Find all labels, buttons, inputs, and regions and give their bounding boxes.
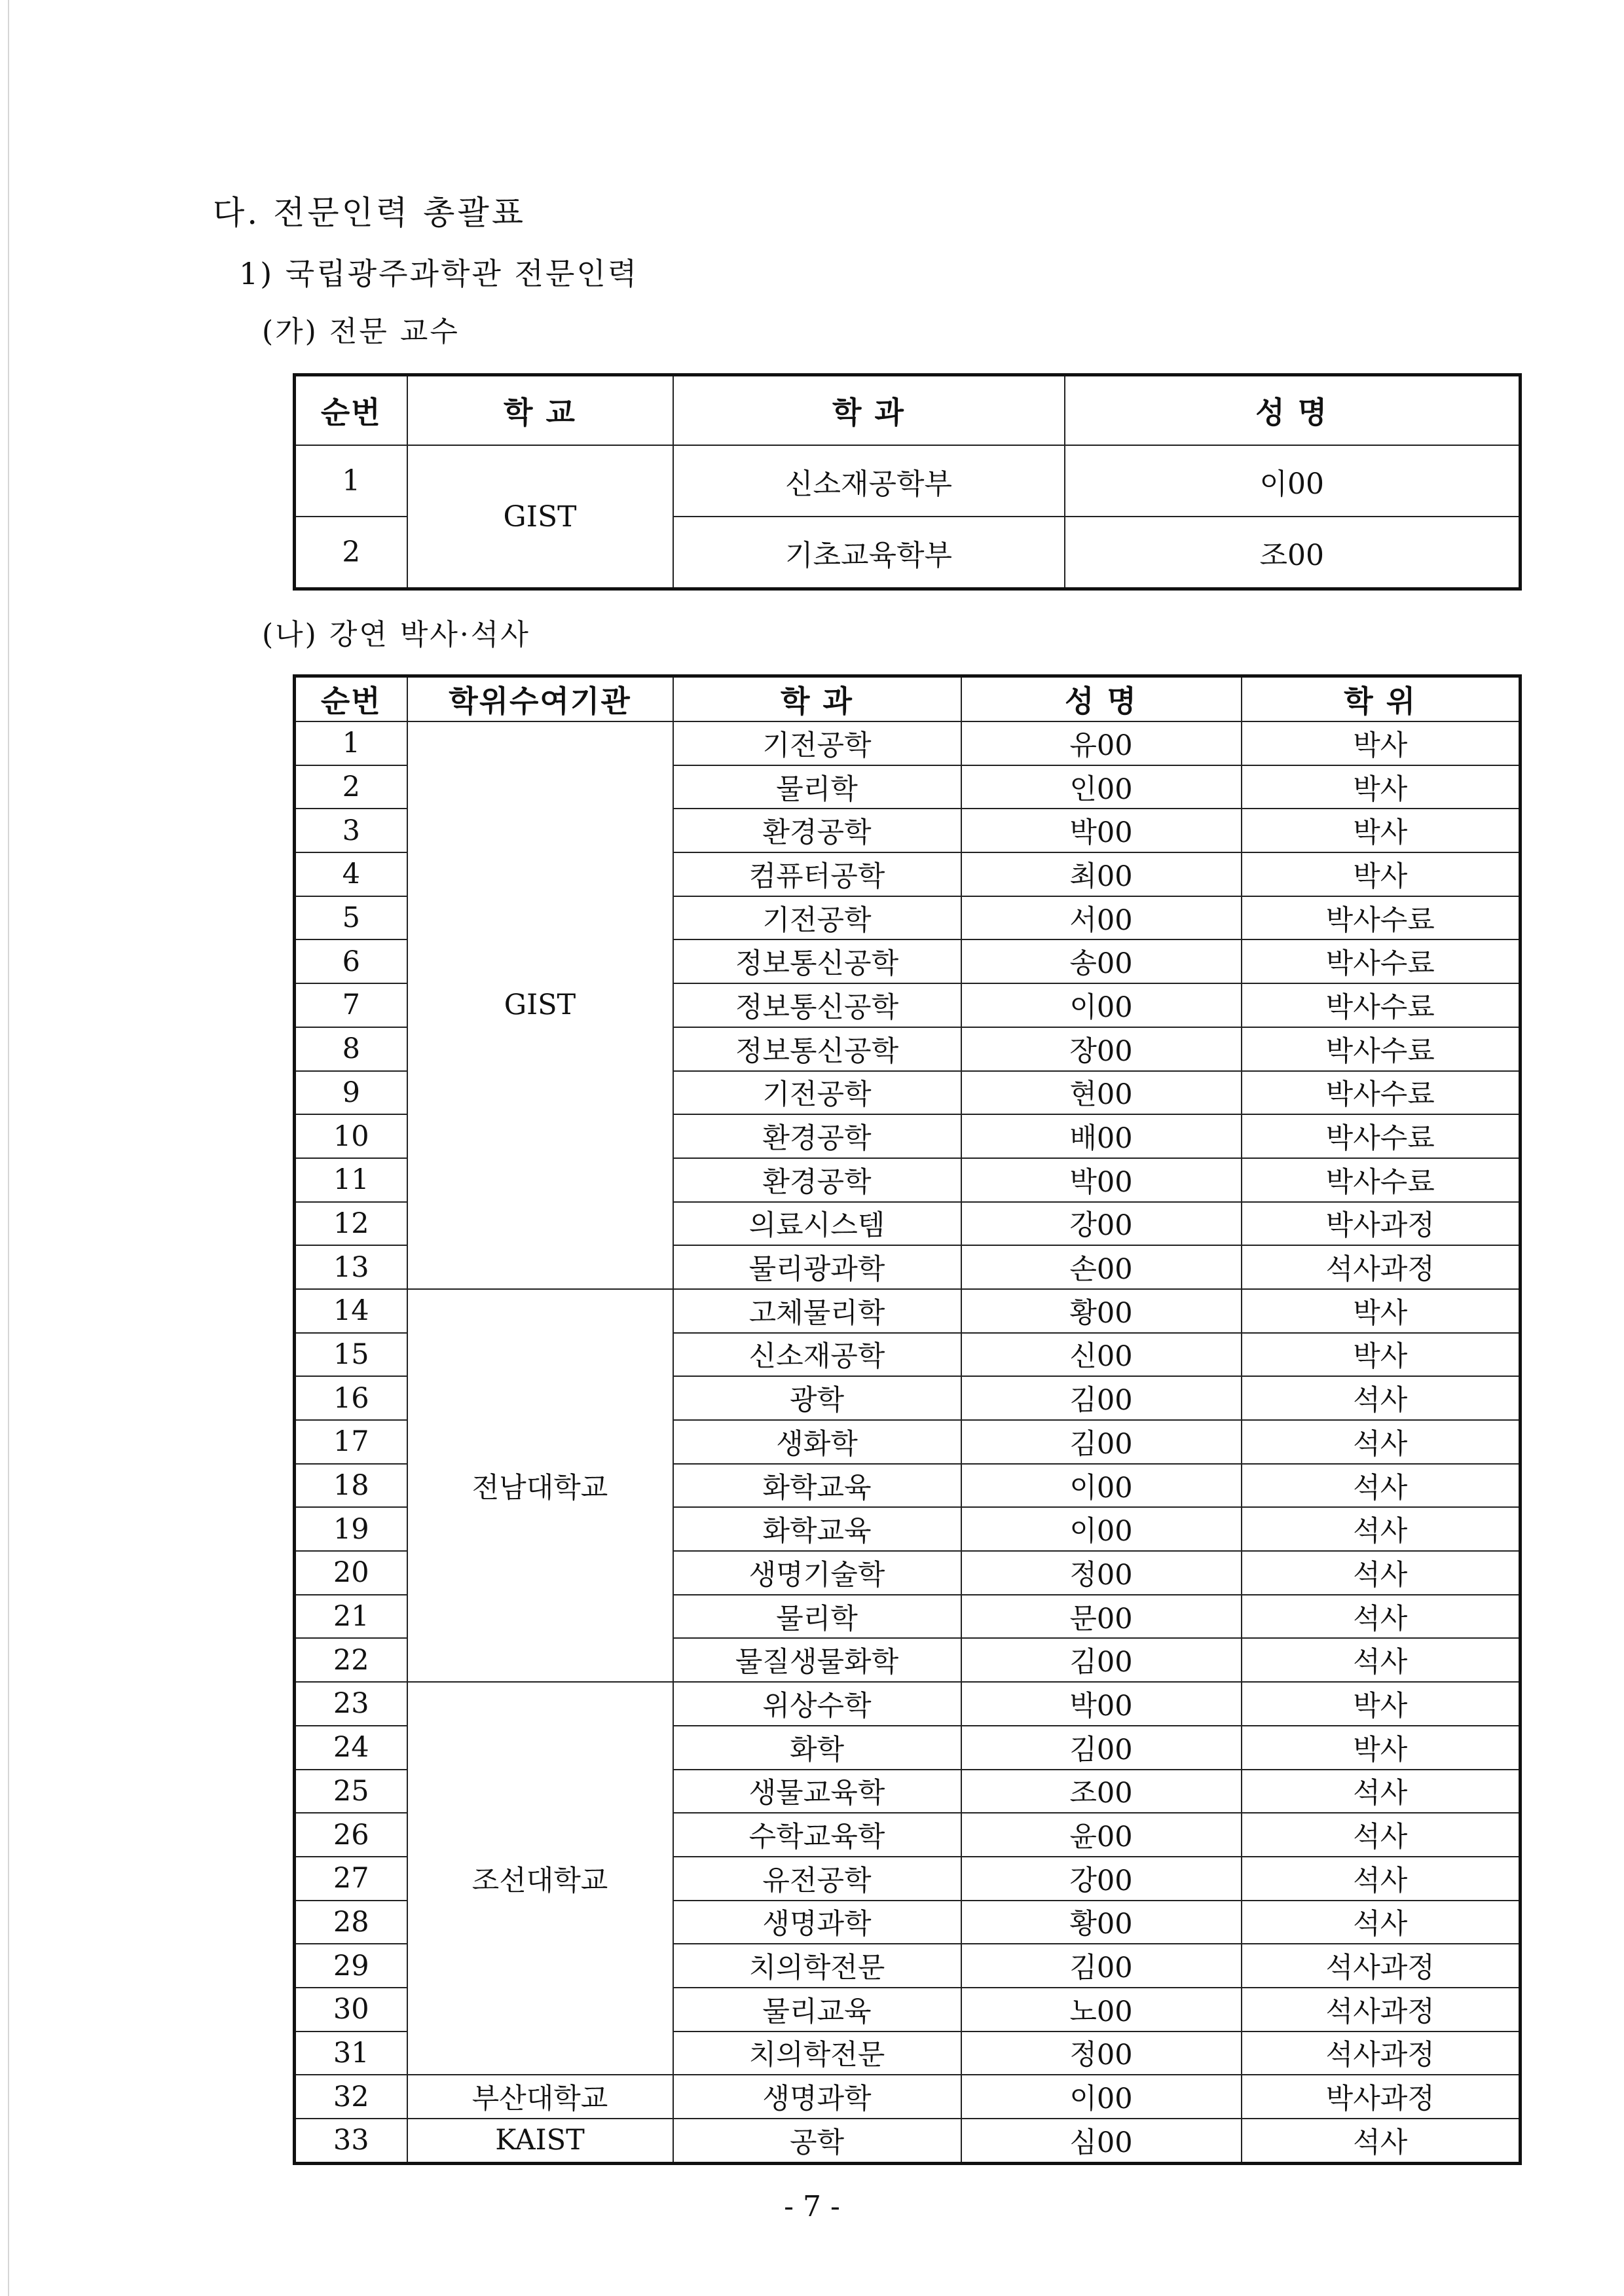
cell-dept: 물질생물화학 (673, 1638, 961, 1682)
table-row (295, 1682, 1521, 1726)
header-cell: 학 위 (1242, 676, 1521, 722)
heading-sub: 1) 국립광주과학관 전문인력 (239, 256, 639, 291)
page-number: - 7 - (784, 2190, 840, 2223)
cell-no: 25 (295, 1770, 407, 1813)
cell-name: 김00 (961, 1376, 1242, 1420)
cell-no: 21 (295, 1595, 407, 1639)
cell-no: 2 (295, 765, 407, 809)
cell-name: 현00 (961, 1071, 1242, 1115)
cell-dept: 환경공학 (673, 1114, 961, 1158)
cell-name: 조00 (961, 1770, 1242, 1813)
cell-degree: 박사 (1242, 852, 1521, 896)
cell-degree: 박사 (1242, 1289, 1521, 1333)
cell-name: 이00 (1065, 445, 1521, 517)
cell-name: 송00 (961, 939, 1242, 983)
cell-name: 강00 (961, 1857, 1242, 1901)
cell-name: 조00 (1065, 517, 1521, 589)
cell-degree: 석사 (1242, 2119, 1521, 2163)
cell-name: 황00 (961, 1289, 1242, 1333)
cell-name: 정00 (961, 1551, 1242, 1595)
cell-name: 배00 (961, 1114, 1242, 1158)
cell-name: 황00 (961, 1901, 1242, 1944)
cell-institution: GIST (407, 721, 673, 1289)
cell-no: 18 (295, 1464, 407, 1508)
header-cell: 학위수여기관 (407, 676, 673, 722)
cell-no: 24 (295, 1726, 407, 1770)
cell-degree: 석사 (1242, 1770, 1521, 1813)
cell-degree: 박사 (1242, 1333, 1521, 1377)
cell-name: 박00 (961, 809, 1242, 852)
cell-no: 8 (295, 1027, 407, 1071)
cell-degree: 박사 (1242, 1726, 1521, 1770)
cell-name: 노00 (961, 1988, 1242, 2032)
professor-table (293, 373, 1522, 591)
cell-dept: 신소재공학 (673, 1333, 961, 1377)
heading-main: 다. 전문인력 총괄표 (213, 194, 526, 232)
cell-name: 김00 (961, 1420, 1242, 1464)
cell-name: 김00 (961, 1638, 1242, 1682)
cell-dept: 생화학 (673, 1420, 961, 1464)
cell-dept: 광학 (673, 1376, 961, 1420)
cell-no: 17 (295, 1420, 407, 1464)
cell-no: 23 (295, 1682, 407, 1726)
cell-degree: 석사 (1242, 1901, 1521, 1944)
table-row (295, 2075, 1521, 2119)
cell-degree: 석사과정 (1242, 2032, 1521, 2075)
cell-no: 22 (295, 1638, 407, 1682)
cell-degree: 박사 (1242, 765, 1521, 809)
scan-edge-line (8, 0, 9, 2296)
cell-no: 11 (295, 1158, 407, 1202)
cell-institution: 전남대학교 (407, 1289, 673, 1682)
cell-name: 손00 (961, 1245, 1242, 1289)
header-cell: 학 교 (407, 375, 673, 446)
cell-dept: 신소재공학부 (673, 445, 1065, 517)
cell-degree: 박사 (1242, 721, 1521, 765)
cell-degree: 박사수료 (1242, 1158, 1521, 1202)
cell-no: 15 (295, 1333, 407, 1377)
cell-dept: 치의학전문 (673, 2032, 961, 2075)
cell-name: 강00 (961, 1202, 1242, 1246)
cell-name: 이00 (961, 1507, 1242, 1551)
cell-degree: 석사 (1242, 1507, 1521, 1551)
header-cell: 학 과 (673, 375, 1065, 446)
cell-no: 33 (295, 2119, 407, 2163)
cell-no: 6 (295, 939, 407, 983)
cell-degree: 석사 (1242, 1638, 1521, 1682)
table-row (295, 2119, 1521, 2163)
header-cell: 순번 (295, 375, 407, 446)
cell-no: 26 (295, 1813, 407, 1857)
table-header-row (295, 375, 1521, 446)
cell-degree: 박사수료 (1242, 983, 1521, 1027)
header-cell: 순번 (295, 676, 407, 722)
cell-degree: 석사과정 (1242, 1988, 1521, 2032)
cell-no: 30 (295, 1988, 407, 2032)
cell-dept: 환경공학 (673, 1158, 961, 1202)
cell-dept: 화학교육 (673, 1507, 961, 1551)
cell-dept: 화학교육 (673, 1464, 961, 1508)
cell-dept: 고체물리학 (673, 1289, 961, 1333)
cell-no: 5 (295, 896, 407, 940)
cell-name: 정00 (961, 2032, 1242, 2075)
cell-no: 1 (295, 445, 407, 517)
cell-name: 심00 (961, 2119, 1242, 2163)
cell-name: 서00 (961, 896, 1242, 940)
cell-dept: 의료시스템 (673, 1202, 961, 1246)
cell-dept: 위상수학 (673, 1682, 961, 1726)
header-cell: 학 과 (673, 676, 961, 722)
cell-degree: 박사수료 (1242, 1071, 1521, 1115)
cell-dept: 컴퓨터공학 (673, 852, 961, 896)
cell-dept: 생명과학 (673, 2075, 961, 2119)
cell-no: 4 (295, 852, 407, 896)
cell-name: 인00 (961, 765, 1242, 809)
cell-no: 7 (295, 983, 407, 1027)
cell-no: 14 (295, 1289, 407, 1333)
cell-dept: 환경공학 (673, 809, 961, 852)
table-row (295, 721, 1521, 765)
cell-dept: 유전공학 (673, 1857, 961, 1901)
cell-name: 박00 (961, 1682, 1242, 1726)
cell-name: 최00 (961, 852, 1242, 896)
cell-dept: 수학교육학 (673, 1813, 961, 1857)
cell-dept: 기전공학 (673, 721, 961, 765)
cell-dept: 정보통신공학 (673, 983, 961, 1027)
cell-name: 유00 (961, 721, 1242, 765)
cell-dept: 정보통신공학 (673, 1027, 961, 1071)
table-row (295, 445, 1521, 517)
cell-degree: 석사과정 (1242, 1944, 1521, 1988)
cell-dept: 생명기술학 (673, 1551, 961, 1595)
cell-name: 이00 (961, 2075, 1242, 2119)
section-b-title: (나) 강연 박사·석사 (262, 618, 530, 651)
cell-dept: 정보통신공학 (673, 939, 961, 983)
cell-dept: 물리교육 (673, 1988, 961, 2032)
cell-degree: 석사 (1242, 1420, 1521, 1464)
cell-degree: 박사 (1242, 1682, 1521, 1726)
cell-dept: 공학 (673, 2119, 961, 2163)
cell-institution: 조선대학교 (407, 1682, 673, 2075)
cell-no: 16 (295, 1376, 407, 1420)
cell-no: 1 (295, 721, 407, 765)
table-row (295, 1289, 1521, 1333)
cell-no: 9 (295, 1071, 407, 1115)
cell-name: 장00 (961, 1027, 1242, 1071)
cell-no: 20 (295, 1551, 407, 1595)
cell-name: 김00 (961, 1726, 1242, 1770)
cell-dept: 물리학 (673, 765, 961, 809)
cell-name: 박00 (961, 1158, 1242, 1202)
cell-name: 김00 (961, 1944, 1242, 1988)
cell-dept: 물리학 (673, 1595, 961, 1639)
cell-no: 31 (295, 2032, 407, 2075)
cell-degree: 석사과정 (1242, 1245, 1521, 1289)
cell-no: 28 (295, 1901, 407, 1944)
cell-degree: 석사 (1242, 1464, 1521, 1508)
cell-no: 13 (295, 1245, 407, 1289)
cell-no: 27 (295, 1857, 407, 1901)
cell-degree: 박사수료 (1242, 939, 1521, 983)
cell-dept: 생명과학 (673, 1901, 961, 1944)
cell-degree: 박사 (1242, 809, 1521, 852)
cell-no: 32 (295, 2075, 407, 2119)
cell-degree: 박사수료 (1242, 1027, 1521, 1071)
cell-no: 29 (295, 1944, 407, 1988)
cell-dept: 물리광과학 (673, 1245, 961, 1289)
cell-degree: 박사과정 (1242, 2075, 1521, 2119)
cell-degree: 박사과정 (1242, 1202, 1521, 1246)
cell-name: 문00 (961, 1595, 1242, 1639)
header-cell: 성 명 (1065, 375, 1521, 446)
cell-no: 2 (295, 517, 407, 589)
cell-institution: 부산대학교 (407, 2075, 673, 2119)
header-cell: 성 명 (961, 676, 1242, 722)
cell-dept: 치의학전문 (673, 1944, 961, 1988)
table-header-row (295, 676, 1521, 722)
cell-no: 10 (295, 1114, 407, 1158)
cell-dept: 기전공학 (673, 1071, 961, 1115)
cell-degree: 박사수료 (1242, 1114, 1521, 1158)
cell-degree: 석사 (1242, 1813, 1521, 1857)
cell-name: 신00 (961, 1333, 1242, 1377)
lecturer-table (293, 674, 1522, 2165)
cell-degree: 박사수료 (1242, 896, 1521, 940)
cell-no: 12 (295, 1202, 407, 1246)
section-a-title: (가) 전문 교수 (262, 315, 460, 348)
cell-dept: 생물교육학 (673, 1770, 961, 1813)
cell-dept: 기초교육학부 (673, 517, 1065, 589)
cell-school: GIST (407, 445, 673, 589)
cell-name: 이00 (961, 1464, 1242, 1508)
cell-name: 이00 (961, 983, 1242, 1027)
cell-no: 3 (295, 809, 407, 852)
cell-degree: 석사 (1242, 1551, 1521, 1595)
cell-no: 19 (295, 1507, 407, 1551)
cell-degree: 석사 (1242, 1857, 1521, 1901)
cell-dept: 화학 (673, 1726, 961, 1770)
cell-name: 윤00 (961, 1813, 1242, 1857)
cell-degree: 석사 (1242, 1595, 1521, 1639)
cell-institution: KAIST (407, 2119, 673, 2163)
cell-dept: 기전공학 (673, 896, 961, 940)
cell-degree: 석사 (1242, 1376, 1521, 1420)
